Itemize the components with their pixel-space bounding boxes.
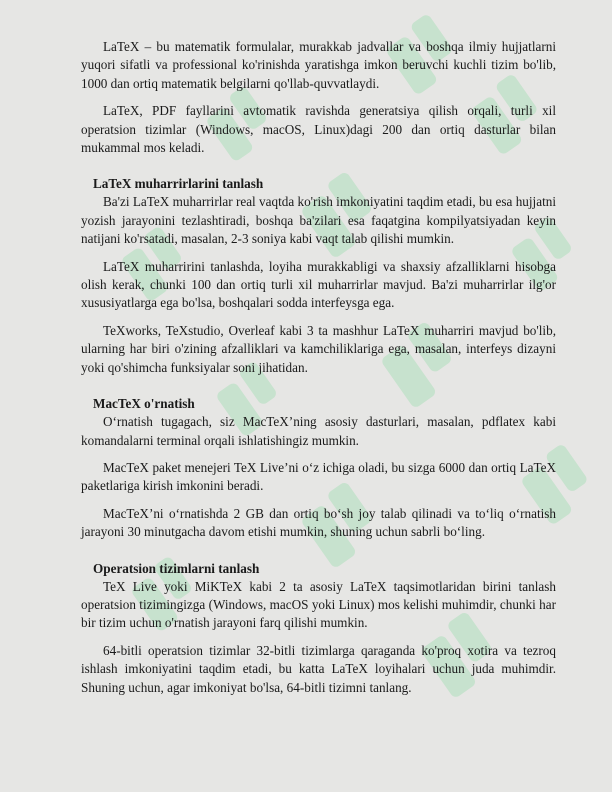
intro-paragraph-1: LaTeX – bu matematik formulalar, murakkab jadvallar va boshqa ilmiy hujjatlarni yuqori sifatli va professional ko'rinishda yaratishga imkon beruvchi kuchli tizim bo'lib, 1000 dan ortiq matematik belgilarni qo'llab-quvvatlaydi. xyxy=(81,39,556,91)
mactex-paragraph-3: MacTeX’ni o‘rnatishda 2 GB dan ortiq bo‘sh joy talab qilinadi va to‘liq o‘rnatish jarayoni 30 minutgacha davom etishi mumkin, shuning uchun sabrli bo‘ling. xyxy=(81,505,556,540)
mactex-paragraph-2: MacTeX paket menejeri TeX Live’ni o‘z ichiga oladi, bu sizga 6000 dan ortiq LaTeX paketlariga kirish imkonini beradi. xyxy=(81,459,556,494)
editors-paragraph-1: Ba'zi LaTeX muharrirlar real vaqtda ko'rish imkoniyatini taqdim etadi, bu esa hujjatni yozish jarayonini tezlashtiradi, boshqa ba'zilari esa faqatgina kompilyatsiyadan keyin natijani ko'rsatadi, masalan, 2-3 soniya kabi vaqt talab qilishi mumkin. xyxy=(81,194,556,247)
os-paragraph-2: 64-bitli operatsion tizimlar 32-bitli tizimlarga qaraganda ko'proq xotira va tezroq ishlash imkoniyatini taqdim etadi, bu katta LaTeX loyihalari uchun juda muhimdir. Shuning uchun, agar imkoniyat bo'lsa, 64-bitli tizimni tanlang. xyxy=(81,642,556,695)
mactex-paragraph-1: O‘rnatish tugagach, siz MacTeX’ning asosiy dasturlari, masalan, pdflatex kabi komandalarni terminal orqali ishlatishingiz mumkin. xyxy=(81,414,556,448)
document-body xyxy=(81,38,556,697)
section-heading-mactex: MacTeX o'rnatish xyxy=(93,396,195,412)
intro-paragraph-2: LaTeX, PDF fayllarini avtomatik ravishda generatsiya qilish orqali, turli xil operatsion tizimlar (Windows, macOS, Linux)dagi 200 dan ortiq dasturlar bilan mukammal mos keladi. xyxy=(81,103,556,156)
os-paragraph-1: TeX Live yoki MiKTeX kabi 2 ta asosiy LaTeX taqsimotlaridan birini tanlash operatsion tizimingizga (Windows, macOS yoki Linux) mos kelishi muhimdir, chunki har bir tizim uchun o'rnatish jarayoni farq qilishi mumkin. xyxy=(81,578,556,631)
editors-paragraph-3: TeXworks, TeXstudio, Overleaf kabi 3 ta mashhur LaTeX muharriri mavjud bo'lib, ularning har biri o'zining afzalliklari va kamchiliklariga ega, masalan, interfeys dizayni yoki qo'shimcha funksiyalar soni jihatidan. xyxy=(81,322,556,375)
editors-paragraph-2: LaTeX muharririni tanlashda, loyiha murakkabligi va shaxsiy afzalliklarni hisobga olish kerak, chunki 100 dan ortiq turli xil muharrirlar mavjud. Ba'zi muharrirlar ilg'or xususiyatlarga ega bo'lsa, boshqalari sodda interfeysga ega. xyxy=(81,258,556,311)
section-heading-os: Operatsion tizimlarni tanlash xyxy=(93,560,260,576)
section-heading-editors: LaTeX muharrirlarini tanlash xyxy=(93,176,264,192)
